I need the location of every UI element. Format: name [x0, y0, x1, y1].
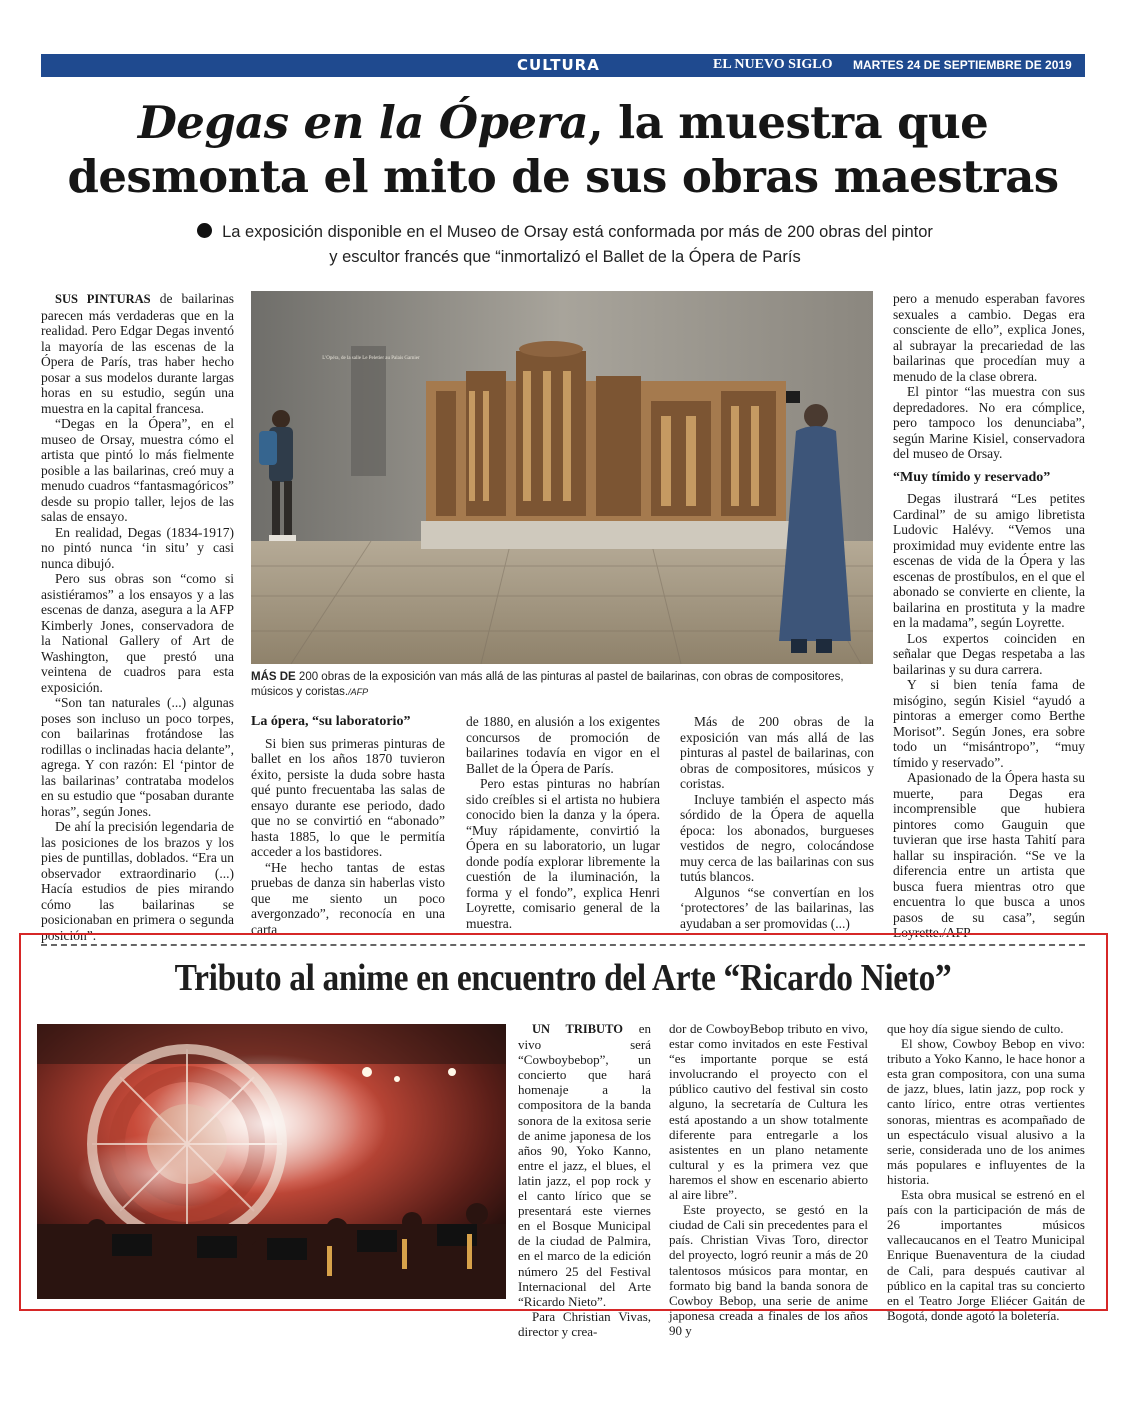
caption-lead: MÁS DE: [251, 671, 296, 683]
paragraph: Pero sus obras son “como si asistiéramos” a los ensayos y a las escenas de danza, asegura a la AFP Kimberly Jones, conservadora de la National Gallery of Art de Washington, que prestó una veintena de cuadros para esta exposición.: [41, 571, 234, 695]
bullet-icon: [197, 223, 212, 238]
article1-column-1: [41, 291, 234, 943]
caption-text: 200 obras de la exposición van más allá de las pinturas al pastel de bailarinas, con obras de compositores, músicos y coristas.: [251, 671, 844, 698]
article-deck: [100, 220, 1030, 270]
paragraph: “Degas en la Ópera”, en el museo de Orsay, muestra cómo el artista que pintó lo más fielmente posible a las bailarinas, creó muy a menudo cuadros “fantasmagóricos” desde su propio taller, lejos de las salas de ensayo.: [41, 416, 234, 524]
page-number: 11A: [1087, 54, 1121, 75]
concert-photo-illustration: [37, 1024, 506, 1299]
article1-column-4: [680, 714, 874, 931]
concert-photo: [37, 1024, 506, 1299]
paragraph: El show, Cowboy Bebop en vivo: tributo a Yoko Kanno, le hace honor a esta gran compositora, con una suma de jazz, blues, latin jazz, pop rock y canto lírico, entre otras vertientes sonoras, mientras es acompañado de un espectáculo visual alusivo a la serie, considerada uno de los animes más populares e influyentes de la historia.: [887, 1036, 1085, 1187]
paragraph: Incluye también el aspecto más sórdido de la Ópera de aquella época: los abonados, burgueses vestidos de negro, colocándose muy cerca de las bailarinas con sus tutús blancos.: [680, 791, 874, 884]
section-label: CULTURA: [517, 56, 600, 74]
page-header-bar: [41, 54, 1121, 77]
paragraph: Si bien sus primeras pinturas de ballet en los años 1870 tuvieron éxito, persiste la duda sobre hasta qué punto frecuentaba las salas de ensayo durante ese periodo, dado que no se convirtió en “abonado” hasta 1885, lo que le permitía acceder a los bastidores.: [251, 735, 445, 859]
wall-title-text: L'Opéra, de la salle Le Peletier au Palais Garnier: [322, 356, 420, 361]
paragraph: Más de 200 obras de la exposición van más allá de las pinturas al pastel de bailarinas, con obras de compositores, músicos y coristas.: [680, 714, 874, 791]
museum-exhibition-photo: [251, 291, 873, 664]
main-headline: [41, 96, 1085, 204]
headline-italic-part: Degas en la Ópera: [137, 96, 589, 149]
article2-column-1: [518, 1021, 651, 1339]
issue-date: MARTES 24 DE SEPTIEMBRE DE 2019: [853, 58, 1072, 72]
newspaper-masthead: EL NUEVO SIGLO: [713, 57, 833, 72]
paragraph: “Son tan naturales (...) algunas poses son incluso un poco torpes, con bailarinas frotándose las rodillas o inclinadas hacia delante”, agrega. Y con razón: El ‘pintor de las bailarinas’ contrataba modelos en su estudio que “posaban durante horas”, según Jones.: [41, 695, 234, 819]
headline-line1-rest: , la muestra que: [588, 96, 989, 149]
paragraph: Los expertos coinciden en señalar que Degas respetaba a las bailarinas y su dura carrera.: [893, 630, 1085, 677]
lead-in: UN TRIBUTO: [532, 1022, 623, 1036]
paragraph: Y si bien tenía fama de misógino, según Kisiel “ayudó a pintoras a emerger como Berthe Morisot”. Según Jones, era sobre todo un “misántropo”, “muy tímido y reservado”.: [893, 677, 1085, 770]
paragraph: Para Christian Vivas, director y crea-: [518, 1308, 651, 1339]
article1-column-2: [251, 714, 445, 937]
article2-headline: Tributo al anime en encuentro del Arte “Ricardo Nieto”: [174, 957, 952, 999]
paragraph: Este proyecto, se gestó en la ciudad de Cali sin precedentes para el país. Christian Vivas Toro, director del proyecto, logró reunir a más de 20 talentosos músicos para montar, en formato big band la banda sonora de Cowboy Bebop, una serie de anime japonesa creada a finales de los años 90 y: [669, 1202, 868, 1338]
paragraph: Pero estas pinturas no habrían sido creíbles si el artista no hubiera conocido bien la danza y la ópera. “Muy rápidamente, convirtió la Ópera en su laboratorio, un lugar donde podía explorar libremente la cuestión de la iluminación, la forma y el fondo”, explica Henri Loyrette, comisario general de la muestra.: [466, 776, 660, 931]
subhead: “Muy tímido y reservado”: [893, 469, 1051, 485]
subhead: La ópera, “su laboratorio”: [251, 714, 411, 729]
paragraph: “He hecho tantas de estas pruebas de danza sin haberlas visto que me siento un poco avergonzado”, reconocía en una carta: [251, 859, 445, 937]
article1-column-5: [893, 291, 1085, 941]
photo-caption: [251, 670, 873, 700]
paragraph: UN TRIBUTO en vivo será “Cowboybebop”, un concierto que hará homenaje a la compositora de la banda sonora de la exitosa serie de anime japonesa de los años 90, Yoko Kanno, entre el jazz, el blues, el latin jazz, el pop rock y el canto lírico que se presentará este viernes en el Bosque Municipal de la ciudad de Palmira, en el marco de la edición número 25 del Festival Internacional del Arte “Ricardo Nieto”.: [518, 1021, 651, 1309]
paragraph: Esta obra musical se estrenó en el país con la participación de más de 26 importantes músicos vallecaucanos en el Teatro Municipal Enrique Buenaventura de la ciudad de Cali, para después cautivar al público en la capital tras su concierto en el Teatro Jorge Eliécer Gaitán de Bogotá, donde agotó la boletería.: [887, 1187, 1085, 1323]
article1-column-3: [466, 714, 660, 931]
photo-credit: /AFP: [348, 687, 369, 697]
paragraph: Algunos “se convertían en los ‘protectores’ de las bailarinas, las ayudaban a ser promovidas (...): [680, 884, 874, 931]
lead-in: SUS PINTURAS: [55, 292, 151, 306]
article2-column-3: [887, 1021, 1085, 1323]
paragraph: dor de CowboyBebop tributo en vivo, estar como invitados en este Festival “es importante porque se está involucrando el proyecto con el público cautivo del festival sin costo alguno, la secretaría de Cultura les está apostando a un show totalmente diferente para entregarle a los asistentes en un plano netamente cultural y es la primera vez que haremos el show en escenario abierto al aire libre”.: [669, 1021, 868, 1203]
paragraph: En realidad, Degas (1834-1917) no pintó nunca ‘in situ’ y casi nunca dibujó.: [41, 524, 234, 571]
dashed-divider: [41, 944, 1085, 946]
paragraph: que hoy día sigue siendo de culto.: [887, 1021, 1064, 1036]
article2-column-2: [669, 1021, 868, 1338]
paragraph: SUS PINTURAS de bailarinas parecen más verdaderas que en la realidad. Pero Edgar Degas inventó la mayoría de las escenas de la Ópera de París, tras haber hecho posar a sus modelos durante largas horas en su estudio, según una muestra en la capital francesa.: [41, 291, 234, 416]
deck-line2: y escultor francés que “inmortalizó el Ballet de la Ópera de París: [329, 248, 801, 266]
paragraph: El pintor “las muestra con sus depredadores. No era cómplice, pero tampoco los denunciaba”, según Marine Kisiel, conservadora del museo de Orsay.: [893, 384, 1085, 461]
museum-photo-illustration: [251, 291, 873, 664]
paragraph: Apasionado de la Ópera hasta su muerte, para Degas era incomprensible que hubiera pintores como Gauguin que tuvieran que irse hasta Tahití para hallar su inspiración. “Se ve la diferencia entre un artista que busca fuera mientras otro que encuentra lo que busca a unos pasos de su casa”, según Loyrette./AFP: [893, 770, 1085, 940]
paragraph: De ahí la precisión legendaria de las posiciones de los brazos y los pies de puntillas, doblados. “Era un observador extraordinario (...) Hacía estudios de pies mirando cómo las bailarinas se posicionaban en primera o segunda posición”.: [41, 819, 234, 943]
headline-line2: desmonta el mito de sus obras maestras: [67, 150, 1059, 203]
paragraph: Degas ilustrará “Les petites Cardinal” de su amigo libretista Ludovic Halévy. “Vemos una proximidad muy evidente entre las escenas de vida de la Ópera y las escenas de prostíbulos, en el que el abonado se convierte en cliente, la bailarina en prostituta y la madre en la madama”, según Loyrette.: [893, 491, 1085, 630]
paragraph: pero a menudo esperaban favores sexuales a cambio. Degas era consciente de ello”, explica Jones, al subrayar la precariedad de las bailarinas que procedían muy a menudo de la clase obrera.: [893, 291, 1085, 384]
deck-line1: La exposición disponible en el Museo de Orsay está conformada por más de 200 obras del pintor: [222, 223, 933, 241]
paragraph: de 1880, en alusión a los exigentes concursos de promoción de bailarines todavía en vigor en el Ballet de la Ópera de París.: [466, 714, 660, 776]
